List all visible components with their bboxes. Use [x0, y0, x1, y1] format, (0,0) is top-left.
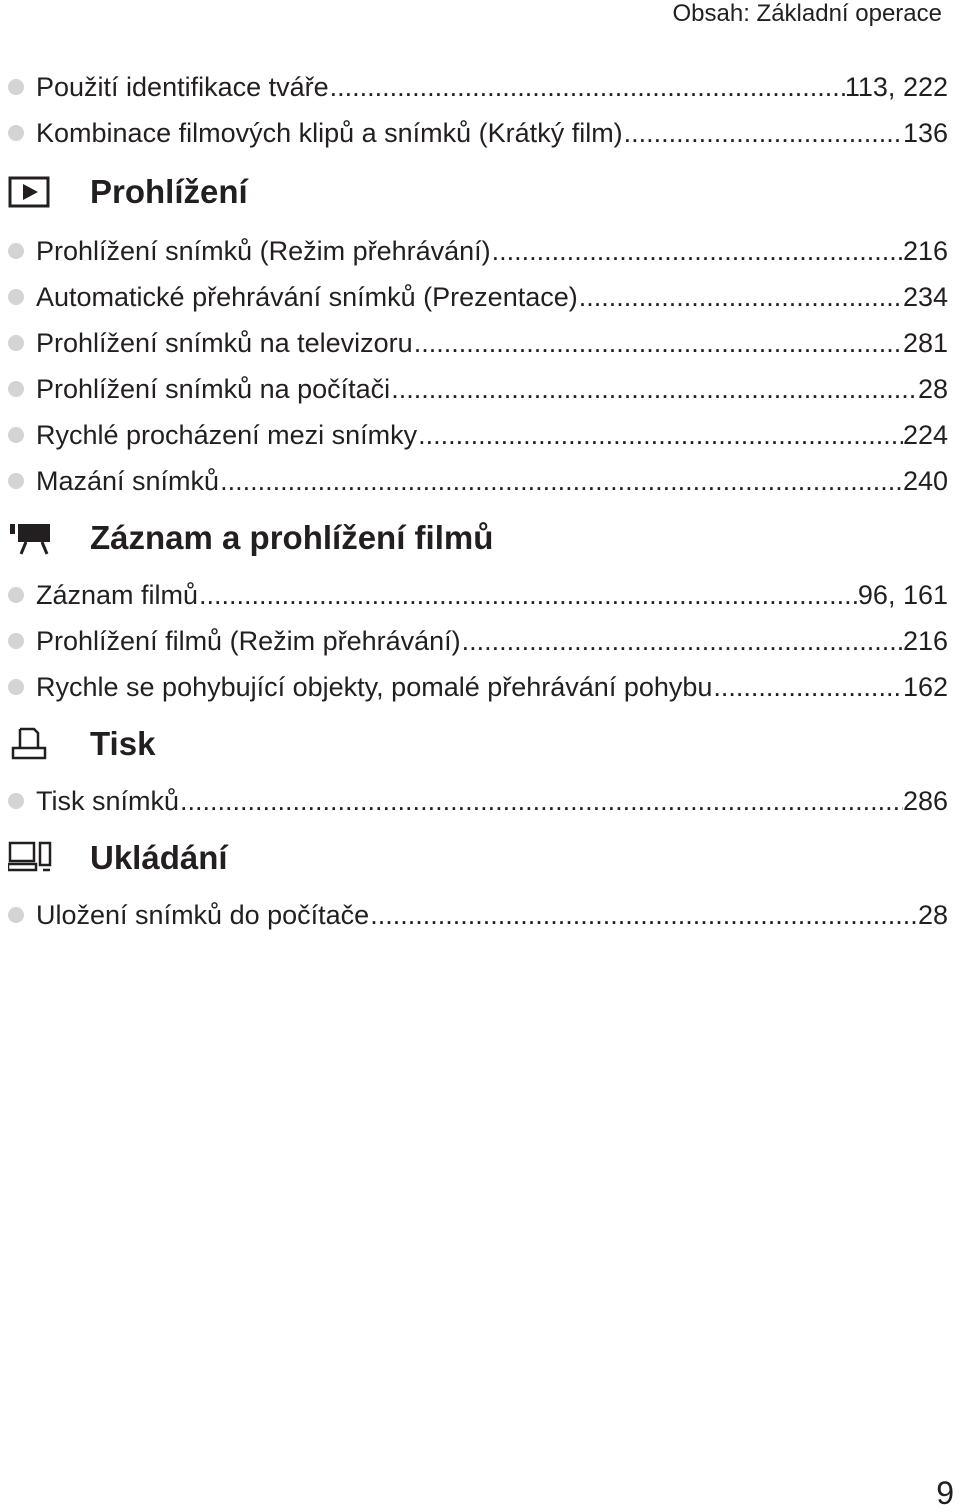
bullet-icon — [8, 587, 24, 603]
entry-label: Prohlížení snímků na televizoru — [36, 328, 413, 358]
entry-page: 96, 161 — [857, 580, 948, 610]
toc-entry[interactable] — [0, 228, 960, 274]
dot-leader — [198, 572, 858, 618]
toc-entry[interactable] — [0, 892, 960, 938]
entry-label: Použití identifikace tváře — [36, 72, 329, 102]
bullet-icon — [8, 427, 24, 443]
toc-entry[interactable] — [0, 320, 960, 366]
toc-entry[interactable] — [0, 366, 960, 412]
entry-label: Prohlížení snímků na počítači — [36, 374, 391, 404]
entry-page: 234 — [902, 282, 948, 312]
entry-page: 162 — [902, 672, 948, 702]
bullet-icon — [8, 907, 24, 923]
entry-page: 216 — [902, 236, 948, 266]
entry-label: Uložení snímků do počítače — [36, 900, 370, 930]
playback-icon — [8, 174, 52, 210]
section-title: Ukládání — [90, 839, 228, 876]
dot-leader — [329, 64, 845, 110]
computer-icon — [8, 840, 52, 876]
entry-label: Prohlížení snímků (Režim přehrávání) — [36, 236, 491, 266]
dot-leader — [491, 228, 903, 274]
section-title: Prohlížení — [90, 173, 248, 210]
entry-page: 286 — [902, 786, 948, 816]
entry-page: 224 — [902, 420, 948, 450]
bullet-icon — [8, 79, 24, 95]
toc-entry[interactable] — [0, 64, 960, 110]
toc-entry[interactable] — [0, 110, 960, 156]
dot-leader — [219, 458, 903, 504]
movie-camera-icon — [8, 520, 52, 556]
toc-entry[interactable] — [0, 412, 960, 458]
entry-label: Prohlížení filmů (Režim přehrávání) — [36, 626, 461, 656]
print-icon — [8, 726, 52, 762]
entry-page: 28 — [917, 900, 948, 930]
table-of-contents — [0, 64, 960, 938]
entry-label: Rychlé procházení mezi snímky — [36, 420, 418, 450]
toc-entry[interactable] — [0, 664, 960, 710]
bullet-icon — [8, 633, 24, 649]
entry-label: Kombinace filmových klipů a snímků (Krátký film) — [36, 118, 623, 148]
dot-leader — [461, 618, 903, 664]
entry-label: Mazání snímků — [36, 466, 220, 496]
bullet-icon — [8, 793, 24, 809]
bullet-icon — [8, 473, 24, 489]
toc-entry[interactable] — [0, 458, 960, 504]
section-heading — [0, 824, 960, 892]
toc-entry[interactable] — [0, 618, 960, 664]
bullet-icon — [8, 243, 24, 259]
section-title: Záznam a prohlížení filmů — [90, 519, 494, 556]
entry-page: 281 — [902, 328, 948, 358]
entry-page: 113, 222 — [844, 72, 948, 102]
toc-entry[interactable] — [0, 274, 960, 320]
entry-page: 216 — [902, 626, 948, 656]
bullet-icon — [8, 679, 24, 695]
dot-leader — [179, 778, 903, 824]
entry-page: 28 — [917, 374, 948, 404]
entry-page: 240 — [902, 466, 948, 496]
running-head: Obsah: Základní operace — [672, 0, 942, 27]
toc-entry[interactable] — [0, 778, 960, 824]
dot-leader — [417, 412, 903, 458]
entry-label: Automatické přehrávání snímků (Prezentace) — [36, 282, 578, 312]
bullet-icon — [8, 289, 24, 305]
section-heading — [0, 156, 960, 228]
section-heading — [0, 504, 960, 572]
dot-leader — [623, 110, 903, 156]
dot-leader — [712, 664, 903, 710]
section-heading — [0, 710, 960, 778]
dot-leader — [369, 892, 918, 938]
entry-label: Záznam filmů — [36, 580, 199, 610]
dot-leader — [390, 366, 918, 412]
bullet-icon — [8, 335, 24, 351]
dot-leader — [578, 274, 903, 320]
section-title: Tisk — [90, 725, 156, 762]
bullet-icon — [8, 381, 24, 397]
page-number: 9 — [936, 1475, 954, 1511]
entry-label: Rychle se pohybující objekty, pomalé přehrávání pohybu — [36, 672, 713, 702]
entry-page: 136 — [902, 118, 948, 148]
bullet-icon — [8, 125, 24, 141]
toc-entry[interactable] — [0, 572, 960, 618]
dot-leader — [413, 320, 903, 366]
entry-label: Tisk snímků — [36, 786, 180, 816]
